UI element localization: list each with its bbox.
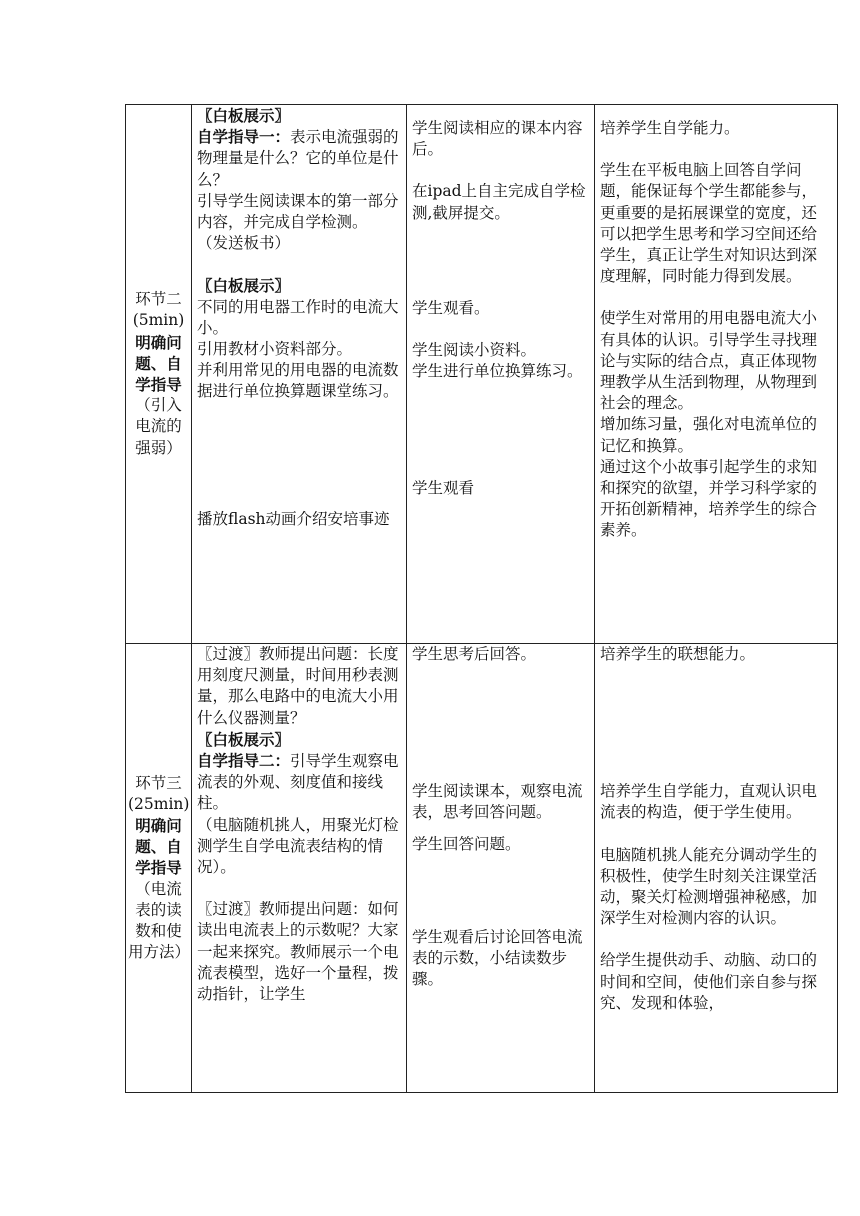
student-text: 学生回答问题。 <box>412 834 521 853</box>
stage-name: 环节三 <box>135 773 182 792</box>
guide-text: 引导学生观察电流表的外观、刻度值和接线柱。 <box>197 752 399 813</box>
table-row <box>126 644 838 1093</box>
design-intent-cell <box>595 644 838 1093</box>
teacher-text: 引导学生阅读课本的第一部分内容，并完成自学检测。 <box>197 191 399 232</box>
teacher-text: 引用教材小资料部分。 <box>197 340 353 359</box>
teacher-activity-cell <box>192 105 407 644</box>
teacher-text: 不同的用电器工作时的电流大小。 <box>197 297 399 337</box>
student-text: 学生阅读小资料。 <box>412 341 537 360</box>
stage-subtitle: （电流表的读数和使用方法） <box>128 879 191 962</box>
teacher-text: （发送板书） <box>197 234 291 253</box>
intent-text: 学生在平板电脑上回答自学问题，能保证每个学生都能参与，更重要的是拓展课堂的宽度，还可以把学生思考和学习空间还给学生，真正让学生对知识达到深度理解，同时能力得到发展。 <box>600 161 818 286</box>
stage-name: 环节二 <box>135 290 182 309</box>
guide-text: 表示电流强弱的物理量是什么？它的单位是什么？ <box>197 128 399 189</box>
teacher-text: 并利用常见的用电器的电流数据进行单位换算题课堂练习。 <box>197 361 399 401</box>
whiteboard-header: 〖白板展示〗 <box>197 106 291 125</box>
teacher-activity-cell <box>192 644 407 1093</box>
intent-text: 使学生对常用的用电器电流大小有具体的认识。引导学生寻找理论与实际的结合点，真正体现物理教学从生活到物理，从物理到社会的理念。 <box>600 309 818 413</box>
intent-text: 培养学生自学能力，直观认识电流表的构造，便于学生使用。 <box>600 782 818 822</box>
intent-text: 培养学生的联想能力。 <box>600 645 756 663</box>
student-text: 学生观看。 <box>412 298 490 317</box>
stage-cell <box>126 105 192 644</box>
design-intent-cell <box>595 105 838 644</box>
stage-title: 明确问题、自学指导 <box>135 815 182 878</box>
intent-text: 通过这个小故事引起学生的求知和探究的欲望，并学习科学家的开拓创新精神，培养学生的综合素养。 <box>600 457 818 540</box>
teacher-text: 〖过渡〗教师提出问题：如何读出电流表上的示数呢？大家一起来探究。教师展示一个电流表模型，选好一个量程，拨动指针，让学生 <box>197 900 399 1004</box>
student-text: 学生阅读相应的课本内容后。 <box>412 119 583 159</box>
stage-time: (25min) <box>128 794 190 813</box>
teacher-text: 〖过渡〗教师提出问题：长度用刻度尺测量，时间用秒表测量，那么电路中的电流大小用什么仪器测量？ <box>197 645 399 727</box>
student-text: 学生阅读课本，观察电流表，思考回答问题。 <box>412 782 583 822</box>
intent-text: 给学生提供动手、动脑、动口的时间和空间，使他们亲自参与探究、发现和体验， <box>600 951 818 1012</box>
student-text: 学生思考后回答。 <box>412 645 537 663</box>
student-text: 学生进行单位换算练习。 <box>412 362 583 381</box>
guide-label: 自学指导二： <box>197 751 291 771</box>
teacher-text: （电脑随机挑人，用聚光灯检测学生自学电流表结构的情况）。 <box>197 815 399 877</box>
intent-text: 培养学生自学能力。 <box>600 119 740 137</box>
stage-time: (5min) <box>132 311 185 330</box>
teacher-text: 播放flash动画介绍安培事迹 <box>197 509 390 528</box>
lesson-plan-table <box>125 104 838 1093</box>
student-activity-cell <box>407 105 595 644</box>
stage-subtitle: （引入电流的强弱） <box>135 396 182 457</box>
whiteboard-header: 〖白板展示〗 <box>197 276 291 296</box>
stage-cell <box>126 644 192 1093</box>
guide-label: 自学指导一： <box>197 127 291 147</box>
intent-text: 增加练习量，强化对电流单位的记忆和换算。 <box>600 415 818 455</box>
student-text: 在ipad上自主完成自学检测,截屏提交。 <box>412 182 586 222</box>
table-row <box>126 105 838 644</box>
student-text: 学生观看 <box>412 479 475 498</box>
intent-text: 电脑随机挑人能充分调动学生的积极性，使学生时刻关注课堂活动，聚关灯检测增强神秘感，加深学生对检测内容的认识。 <box>600 845 818 928</box>
stage-title: 明确问题、自学指导 <box>135 332 182 394</box>
student-activity-cell <box>407 644 595 1093</box>
student-text: 学生观看后讨论回答电流表的示数，小结读数步骤。 <box>412 927 583 989</box>
whiteboard-header: 〖白板展示〗 <box>197 729 291 749</box>
